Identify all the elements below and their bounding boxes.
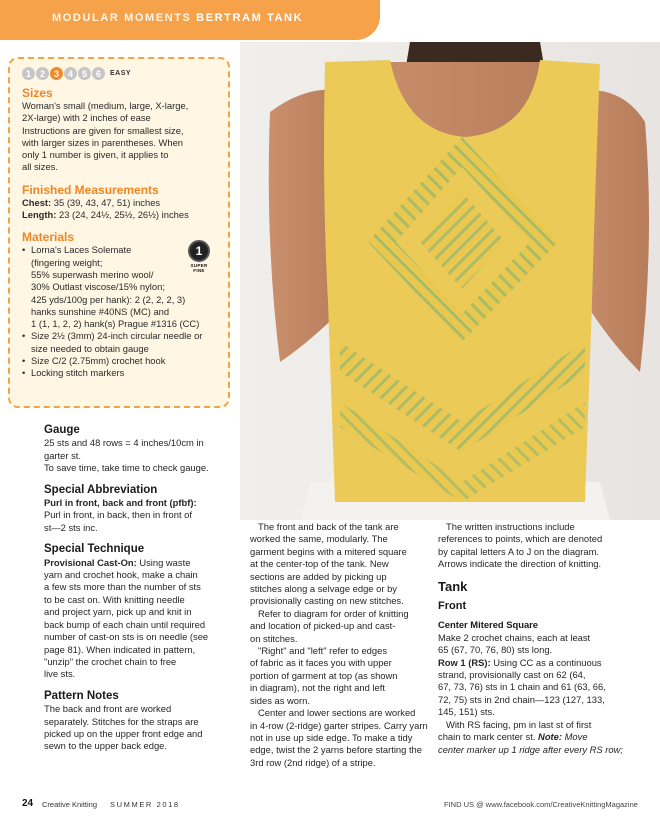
special-abbreviation-heading: Special Abbreviation — [44, 483, 158, 496]
page-footer — [0, 798, 660, 812]
sizes-line: with larger sizes in parentheses. When — [22, 136, 184, 148]
row-1-line: strand, provisionally cast on 62 (64, — [438, 669, 586, 681]
model-wearing-tank-image — [240, 42, 660, 520]
left-column — [44, 424, 244, 753]
materials-item: • Locking stitch markers — [22, 367, 228, 379]
header-section: MODULAR MOMENTS — [52, 12, 192, 24]
intro-line: and location of picked-up and cast- — [250, 620, 396, 632]
row-1-line: 145, 151) sts. — [438, 706, 495, 718]
sizes-heading: Sizes — [22, 86, 53, 100]
header-banner — [0, 0, 380, 40]
intro-line: on stitches. — [250, 632, 298, 644]
intro-line: "Right" and "left" refer to edges — [258, 645, 388, 657]
chest-label: Chest: — [22, 196, 52, 208]
sizes-line: Woman's small (medium, large, X-large, — [22, 100, 189, 111]
intro-line: in 4-row (2-ridge) garter stripes. Carry yarn — [250, 719, 428, 731]
note-label: Note: — [538, 731, 563, 743]
pattern-notes-line: The back and front are worked — [44, 703, 172, 715]
intro-line: of fabric as it faces you with upper — [250, 657, 392, 669]
technique-line: Using waste — [139, 556, 191, 568]
materials-item: • Size 2½ (3mm) 24-inch circular needle or size needed to obtain gauge — [22, 330, 228, 355]
tank-heading: Tank — [438, 578, 468, 594]
materials-line: 1 (1, 1, 2, 2) hank(s) Prague #1316 (CC) — [31, 318, 200, 330]
right-column — [438, 521, 648, 756]
gauge-heading: Gauge — [44, 424, 80, 436]
materials-item: • Size C/2 (2.75mm) crochet hook — [22, 355, 228, 367]
technique-line: page 81). When indicated in pattern, — [44, 643, 196, 655]
instructions-intro-line: by capital letters A to J on the diagram. — [438, 545, 600, 557]
row-1-line: Using CC as a continuous — [493, 656, 602, 668]
finished-measurements-heading: Finished Measurements — [22, 182, 159, 197]
pattern-title: BERTRAM TANK — [196, 12, 304, 24]
skill-level-1: 1 — [22, 67, 35, 80]
finished-measurements-text — [22, 197, 228, 222]
publication-name: Creative Knitting — [42, 800, 98, 809]
materials-line: hanks sunshine #40NS (MC) and — [31, 305, 170, 317]
pattern-info-sidebar — [8, 57, 230, 408]
materials-line: 30% Outlast viscose/15% nylon; — [31, 281, 165, 293]
length-value: 23 (24, 24½, 25½, 26½) inches — [58, 209, 189, 221]
yarn-weight-number: 1 — [188, 240, 210, 262]
skill-level-4: 4 — [64, 67, 77, 80]
intro-line: The front and back of the tank are — [258, 521, 399, 532]
pattern-notes-line: sewn to the upper back edge. — [44, 740, 168, 752]
social-link[interactable]: FIND US @ www.facebook.com/CreativeKnittingMagazine — [444, 800, 638, 809]
skill-level — [22, 66, 228, 81]
tank-photo — [240, 42, 660, 520]
abbreviation-line: Purl in front, in back, then in front of — [44, 509, 192, 521]
intro-line: in diagram), not the right and left — [250, 682, 385, 694]
technique-line: to be cast on. With knitting needle — [44, 593, 185, 605]
intro-line: edge, twist the 2 yarns before starting the — [250, 744, 422, 756]
intro-line: 3rd row (2nd ridge) of a stripe. — [250, 756, 376, 768]
chest-value: 35 (39, 43, 47, 51) inches — [53, 196, 161, 208]
instructions-intro-line: The written instructions include — [446, 521, 575, 532]
gauge-line: 25 sts and 48 rows = 4 inches/10cm in — [44, 437, 204, 449]
skill-level-5: 5 — [78, 67, 91, 80]
abbreviation-line: st—2 sts inc. — [44, 521, 98, 533]
materials-line: Locking stitch markers — [31, 367, 125, 379]
sizes-line: all sizes. — [22, 161, 58, 173]
sizes-line: 2X-large) with 2 inches of ease — [22, 112, 151, 124]
intro-line: worked the same, modularly. The — [250, 533, 388, 545]
technique-line: and project yarn, pick up and knit in — [44, 606, 192, 618]
pattern-notes-line: picked up on the upper front edge and — [44, 727, 203, 739]
row-1-line: 67, 73, 76) sts in 1 chain and 61 (63, 66, — [438, 681, 606, 693]
sizes-line: Instructions are given for smallest size, — [22, 124, 184, 136]
skill-level-6: 6 — [92, 67, 105, 80]
instructions-intro-line: references to points, which are denoted — [438, 533, 603, 545]
intro-line: Refer to diagram for order of knitting — [258, 607, 409, 619]
intro-line: portion of garment at top (as shown — [250, 669, 398, 681]
materials-line: 425 yds/100g per hank): 2 (2, 2, 2, 3) — [31, 293, 186, 305]
yarn-weight-icon — [186, 240, 212, 273]
materials-line: 55% superwash merino wool/ — [31, 268, 154, 280]
sizes-text — [22, 100, 228, 174]
technique-line: "unzip" the crochet chain to free — [44, 655, 177, 667]
skill-level-label: EASY — [110, 70, 132, 77]
technique-line: live sts. — [44, 668, 76, 680]
front-heading: Front — [438, 600, 467, 613]
intro-line: stitches along a selvage edge or by — [250, 583, 397, 595]
intro-line: at the center-top of the tank. New — [250, 558, 389, 570]
rs-facing-line: chain to mark center st. — [438, 731, 536, 743]
length-label: Length: — [22, 209, 57, 221]
middle-column — [250, 521, 440, 769]
intro-line: sides as worn. — [250, 694, 310, 706]
materials-item: • Lorna's Laces Solemate (fingering weight; 55% superwash merino wool/ 30% Outlast viscose/15% nylon; 425 yds/100g per hank): 2 (2, 2, 2, 3) hanks sunshine #40NS (MC) and 1 (1, 1, 2, 2) hank(s) Prague #1316 (CC) — [22, 244, 228, 330]
intro-line: provisionally casting on new stitches. — [250, 595, 404, 607]
intro-line: sections are added by picking up — [250, 570, 387, 582]
technique-term: Provisional Cast-On: — [44, 556, 137, 568]
materials-line: Lorna's Laces Solemate — [31, 244, 132, 256]
pattern-notes-heading: Pattern Notes — [44, 689, 119, 702]
pattern-notes-line: separately. Stitches for the straps are — [44, 715, 199, 727]
skill-level-2: 2 — [36, 67, 49, 80]
gauge-line: garter st. — [44, 449, 81, 461]
yarn-weight-label: SUPER FINE — [190, 263, 208, 273]
technique-line: yarn and crochet hook, make a chain — [44, 569, 198, 581]
intro-line: garment begins with a mitered square — [250, 545, 407, 557]
instructions-intro-line: Arrows indicate the direction of knitting. — [438, 558, 602, 570]
special-technique-heading: Special Technique — [44, 543, 145, 556]
intro-line: not in use up side edge. To make a tidy — [250, 731, 413, 743]
center-mitered-square-heading: Center Mitered Square — [438, 619, 539, 631]
center-square-line: Make 2 crochet chains, each at least — [438, 631, 591, 643]
issue-label: SUMMER 2018 — [110, 800, 180, 809]
skill-level-3: 3 — [50, 67, 63, 80]
materials-heading: Materials — [22, 230, 75, 245]
materials-line: Size C/2 (2.75mm) crochet hook — [31, 355, 166, 367]
note-line: Move — [564, 731, 588, 743]
materials-line: (fingering weight; — [31, 256, 103, 268]
sizes-line: only 1 number is given, it applies to — [22, 149, 169, 161]
gauge-line: To save time, take time to check gauge. — [44, 462, 209, 474]
center-square-line: 65 (67, 70, 76, 80) sts long. — [438, 644, 553, 656]
technique-line: number of cast-on sts is on needle (see — [44, 631, 209, 643]
technique-line: back bump of each chain until required — [44, 618, 206, 630]
abbreviation-term: Purl in front, back and front (pfbf): — [44, 497, 197, 509]
header-title — [52, 12, 303, 24]
note-line: center marker up 1 ridge after every RS row; — [438, 743, 623, 755]
row-1-line: 72, 75) sts in 2nd chain—123 (127, 133, — [438, 693, 605, 705]
materials-line: Size 2½ (3mm) 24-inch circular needle or — [31, 330, 203, 342]
materials-line: size needed to obtain gauge — [31, 342, 149, 354]
page-number: 24 — [22, 798, 34, 809]
rs-facing-line: With RS facing, pm in last st of first — [446, 718, 592, 730]
intro-line: Center and lower sections are worked — [258, 707, 416, 719]
row-1-label: Row 1 (RS): — [438, 656, 491, 668]
technique-line: a few sts more than the number of sts — [44, 581, 201, 593]
